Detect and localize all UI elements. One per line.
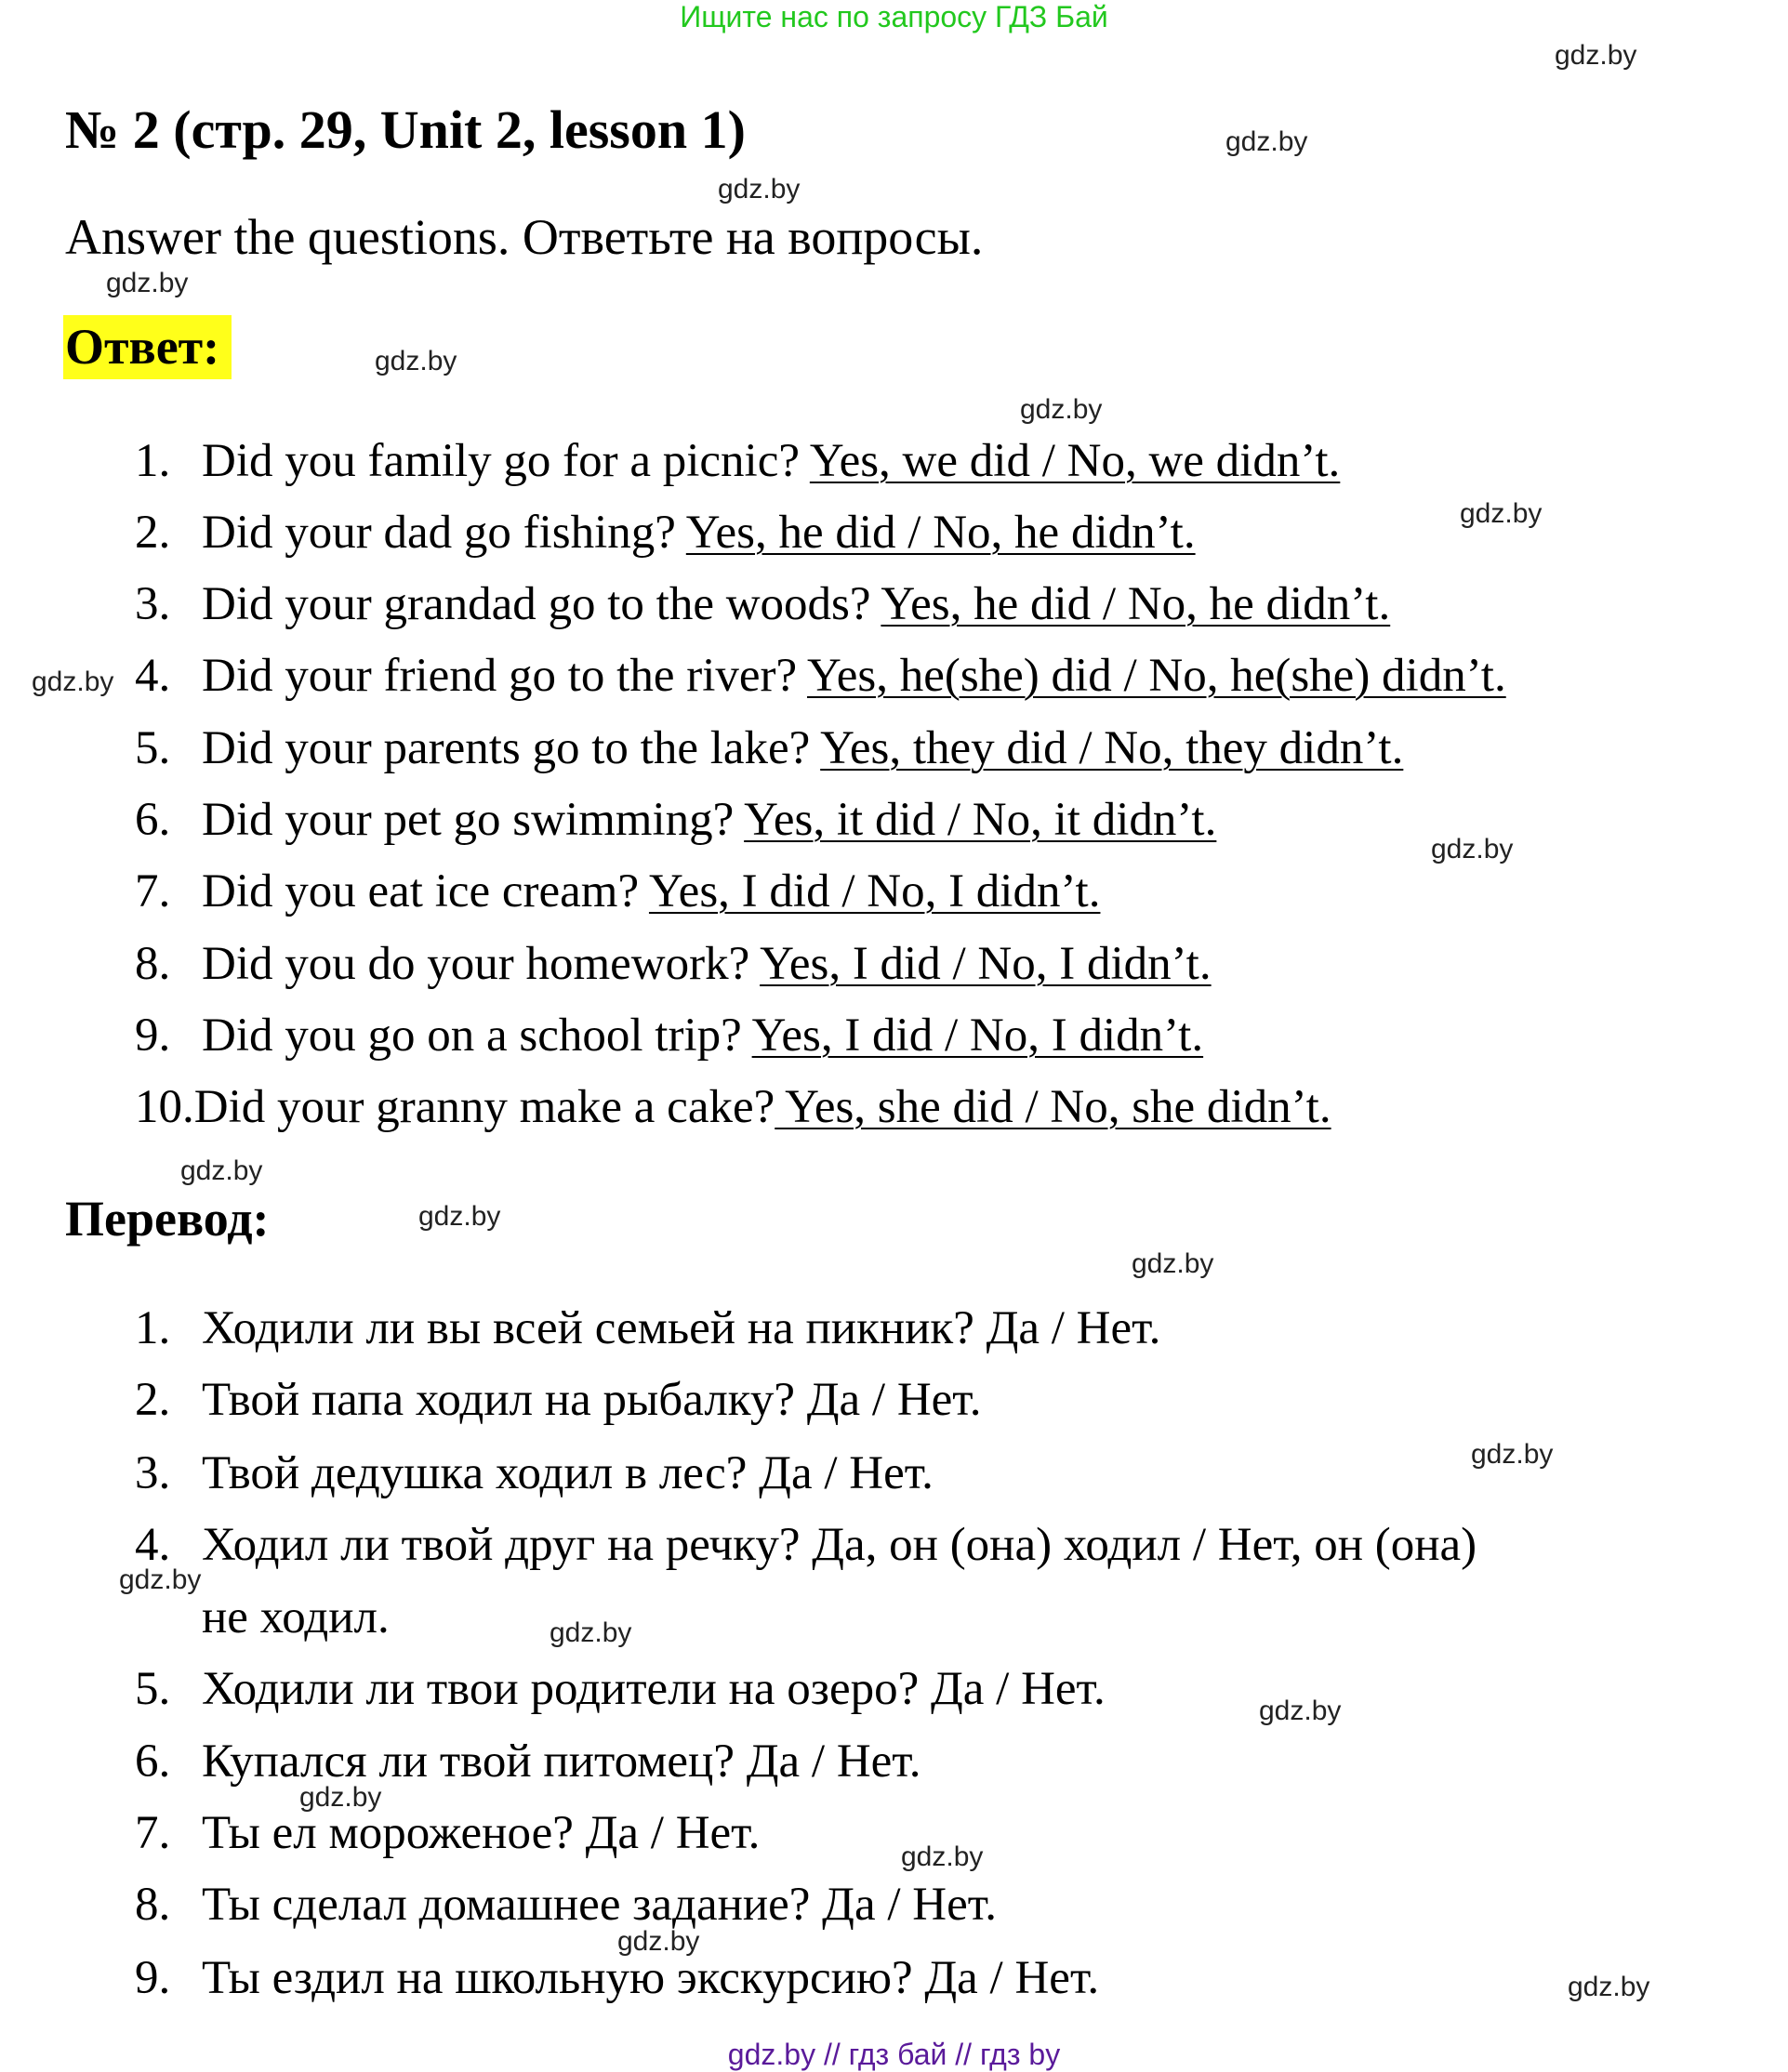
watermark-text: gdz.by — [1460, 498, 1543, 529]
answer-text: Yes, we did / No, we didn’t. — [809, 435, 1341, 487]
watermark-text: gdz.by — [550, 1617, 632, 1648]
item-number: 7. — [135, 1807, 171, 1859]
watermark-text: gdz.by — [119, 1564, 202, 1595]
answer-item — [135, 576, 1390, 632]
watermark-text: gdz.by — [901, 1841, 984, 1872]
answer-text: Yes, I did / No, I didn’t. — [751, 1010, 1204, 1062]
translation-text: Твой дедушка ходил в лес? Да / Нет. — [202, 1447, 934, 1499]
answer-text: Yes, she did / No, she didn’t. — [775, 1081, 1331, 1133]
translation-item — [135, 1877, 997, 1933]
item-number: 8. — [135, 938, 171, 990]
item-number: 6. — [135, 1735, 171, 1788]
translation-text: Твой папа ходил на рыбалку? Да / Нет. — [202, 1374, 982, 1426]
answer-item — [135, 433, 1340, 489]
translation-continuation: не ходил. — [202, 1591, 390, 1643]
translation-text: Ты сделал домашнее задание? Да / Нет. — [202, 1879, 997, 1931]
translation-text: Ходил ли твой друг на речку? Да, он (она) ходил / Нет, он (она) — [202, 1519, 1477, 1571]
exercise-title: № 2 (стр. 29, Unit 2, lesson 1) — [65, 99, 746, 160]
answer-text: Yes, I did / No, I didn’t. — [760, 938, 1212, 990]
answer-item — [135, 792, 1216, 848]
answer-item — [135, 648, 1506, 704]
watermark-text: gdz.by — [1259, 1696, 1342, 1726]
answer-text: Yes, he did / No, he didn’t. — [685, 507, 1196, 559]
translation-item — [135, 1445, 934, 1501]
item-number: 9. — [135, 1010, 171, 1062]
watermark-text: gdz.by — [106, 268, 189, 298]
item-number: 6. — [135, 794, 171, 846]
question-text: Did your grandad go to the woods? — [202, 578, 881, 630]
answer-heading: Ответ: — [63, 315, 232, 379]
item-number: 4. — [135, 1519, 171, 1571]
answer-item — [135, 1008, 1203, 1063]
question-text: Did you go on a school trip? — [202, 1010, 752, 1062]
watermark-text: gdz.by — [1431, 834, 1514, 864]
question-text: Did you do your homework? — [202, 938, 761, 990]
question-text: Did your granny make a cake? — [193, 1081, 775, 1133]
watermark-text: gdz.by — [1568, 1972, 1650, 2002]
translation-text: Ходили ли вы всей семьей на пикник? Да / Нет. — [202, 1302, 1161, 1354]
footer-links[interactable]: gdz.by // гдз бай // гдз by — [727, 2038, 1061, 2071]
watermark-text: gdz.by — [617, 1926, 700, 1957]
item-number: 5. — [135, 1663, 171, 1715]
item-number: 1. — [135, 435, 171, 487]
answer-text: Yes, he did / No, he didn’t. — [881, 578, 1391, 630]
watermark-text: gdz.by — [1225, 126, 1308, 157]
watermark-text: gdz.by — [375, 346, 457, 376]
watermark-text: gdz.by — [32, 666, 114, 697]
item-number: 5. — [135, 722, 171, 774]
item-number: 10. — [135, 1081, 194, 1133]
answer-item — [135, 936, 1212, 992]
question-text: Did your pet go swimming? — [202, 794, 745, 846]
translation-heading: Перевод: — [65, 1191, 270, 1247]
item-number: 9. — [135, 1952, 171, 2004]
question-text: Did you family go for a picnic? — [202, 435, 810, 487]
answer-item — [135, 864, 1100, 919]
item-number: 3. — [135, 1447, 171, 1499]
watermark-text: gdz.by — [180, 1155, 263, 1186]
question-text: Did you eat ice cream? — [202, 865, 649, 917]
translation-text: Ходили ли твои родители на озеро? Да / Нет. — [202, 1663, 1106, 1715]
watermark-text: gdz.by — [1020, 394, 1103, 425]
translation-item — [135, 1372, 982, 1428]
item-number: 3. — [135, 578, 171, 630]
watermark-text: gdz.by — [718, 174, 801, 205]
translation-item — [135, 1300, 1160, 1356]
question-text: Did your parents go to the lake? — [202, 722, 821, 774]
answer-item — [135, 1079, 1331, 1135]
instruction: Answer the questions. Ответьте на вопросы. — [65, 209, 984, 265]
search-banner: Ищите нас по запросу ГДЗ Бай — [680, 0, 1108, 33]
item-number: 4. — [135, 650, 171, 702]
translation-text: Купался ли твой питомец? Да / Нет. — [202, 1735, 921, 1788]
question-text: Did your friend go to the river? — [202, 650, 807, 702]
translation-item — [135, 1661, 1106, 1717]
answer-text: Yes, they did / No, they didn’t. — [820, 722, 1404, 774]
item-number: 1. — [135, 1302, 171, 1354]
watermark-text: gdz.by — [1471, 1439, 1554, 1470]
translation-text: Ты ездил на школьную экскурсию? Да / Нет. — [202, 1952, 1100, 2004]
answer-text: Yes, I did / No, I didn’t. — [648, 865, 1101, 917]
item-number: 8. — [135, 1879, 171, 1931]
translation-item — [135, 1950, 1099, 2006]
translation-item — [135, 1805, 760, 1861]
question-text: Did your dad go fishing? — [202, 507, 686, 559]
translation-item — [135, 1734, 921, 1789]
answer-text: Yes, it did / No, it didn’t. — [744, 794, 1217, 846]
translation-item — [135, 1517, 1477, 1573]
item-number: 2. — [135, 1374, 171, 1426]
item-number: 2. — [135, 507, 171, 559]
answer-text: Yes, he(she) did / No, he(she) didn’t. — [807, 650, 1506, 702]
answer-item — [135, 505, 1196, 561]
watermark-text: gdz.by — [299, 1782, 382, 1813]
watermark-text: gdz.by — [1555, 40, 1637, 71]
item-number: 7. — [135, 865, 171, 917]
watermark-text: gdz.by — [1132, 1248, 1214, 1279]
answer-item — [135, 720, 1403, 776]
watermark-text: gdz.by — [418, 1201, 501, 1232]
translation-text: Ты ел мороженое? Да / Нет. — [202, 1807, 761, 1859]
